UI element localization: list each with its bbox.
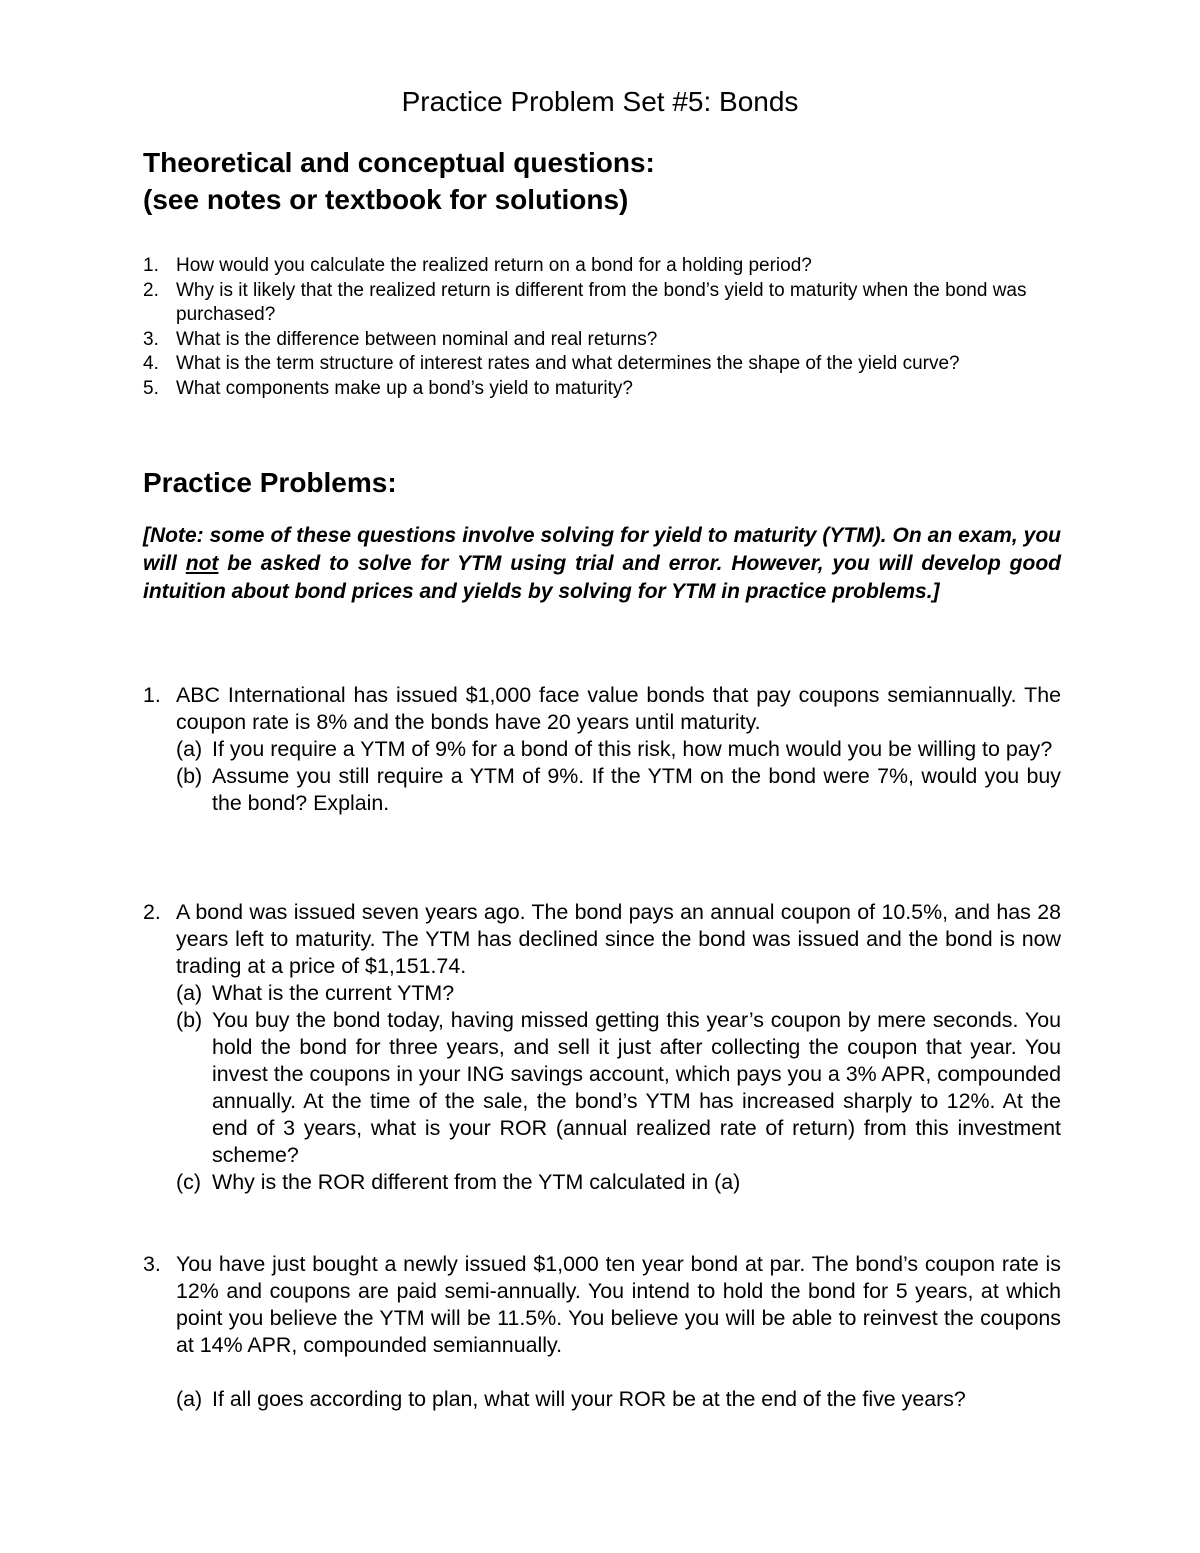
page-title: Practice Problem Set #5: Bonds <box>401 86 799 117</box>
theory-question <box>143 328 1073 353</box>
practice-heading: Practice Problems: <box>143 467 397 498</box>
theory-heading-line1: Theoretical and conceptual questions: <box>143 147 655 178</box>
subpart-text: Why is the ROR different from the YTM calculated in (a) <box>212 1170 741 1194</box>
note-underlined-word: not <box>185 552 219 575</box>
problem-subpart <box>176 1007 1061 1169</box>
theory-question <box>143 377 1073 402</box>
subpart-label: (a) <box>176 737 203 761</box>
question-text: Why is it likely that the realized return is different from the bond’s yield to maturity when the bond was purchased? <box>176 279 1027 326</box>
question-number: 4. <box>143 353 159 375</box>
theory-question <box>143 279 1073 328</box>
problem-text: A bond was issued seven years ago. The bond pays an annual coupon of 10.5%, and has 28 years left to maturity. The YTM has declined since the bond was issued and the bond is now trading at a price of $1,151.74. <box>176 900 1061 978</box>
question-number: 1. <box>143 255 159 276</box>
problem-number: 2. <box>143 900 161 924</box>
subpart-label: (a) <box>176 1387 203 1411</box>
problem-subpart <box>176 736 1061 763</box>
question-number: 2. <box>143 279 159 301</box>
problem-subpart <box>176 1169 1061 1196</box>
practice-note <box>143 522 1061 606</box>
question-text: How would you calculate the realized return on a bond for a holding period? <box>176 255 812 276</box>
practice-problem-3 <box>143 1251 1061 1413</box>
problem-subpart <box>176 763 1061 817</box>
subpart-label: (b) <box>176 1008 203 1032</box>
subpart-text: You buy the bond today, having missed getting this year’s coupon by mere seconds. You hold the bond for three years, and sell it just after collecting the coupon that year. You invest the coupons in your ING savings account, which pays you a 3% APR, compounded annually. At the time of the sale, the bond’s YTM has increased sharply to 12%. At the end of 3 years, what is your ROR (annual realized rate of return) from this investment scheme? <box>212 1008 1061 1167</box>
subpart-text: Assume you still require a YTM of 9%. If the YTM on the bond were 7%, would you buy the bond? Explain. <box>212 764 1061 815</box>
subpart-label: (c) <box>176 1170 201 1194</box>
subpart-text: If you require a YTM of 9% for a bond of this risk, how much would you be willing to pay? <box>212 737 1053 761</box>
theory-question <box>143 254 1073 279</box>
theory-question <box>143 352 1073 377</box>
practice-problem-1 <box>143 682 1061 817</box>
question-text: What is the difference between nominal and real returns? <box>176 328 658 350</box>
problem-text: You have just bought a newly issued $1,000 ten year bond at par. The bond’s coupon rate is 12% and coupons are paid semi-annually. You intend to hold the bond for 5 years, at which point you believe the YTM will be 11.5%. You believe you will be able to reinvest the coupons at 14% APR, compounded semiannually. <box>176 1252 1061 1357</box>
theory-question-list <box>143 254 1073 402</box>
note-text-before: [Note: some of these questions involve solving for yield to maturity (YTM). On an exam, you will <box>143 524 1061 575</box>
question-number: 3. <box>143 328 159 350</box>
subpart-text: What is the current YTM? <box>212 981 455 1005</box>
problem-subpart <box>176 1386 1061 1413</box>
subpart-label: (a) <box>176 981 203 1005</box>
problem-number: 3. <box>143 1252 161 1276</box>
subpart-label: (b) <box>176 764 203 788</box>
practice-problem-2 <box>143 899 1061 1196</box>
problem-subpart <box>176 980 1061 1007</box>
question-text: What is the term structure of interest rates and what determines the shape of the yield curve? <box>176 353 960 375</box>
question-text: What components make up a bond’s yield to maturity? <box>176 377 633 399</box>
note-text-after: be asked to solve for YTM using trial and error. However, you will develop good intuition about bond prices and yields by solving for YTM in practice problems.] <box>143 552 1061 603</box>
problem-number: 1. <box>143 683 161 707</box>
problem-text: ABC International has issued $1,000 face value bonds that pay coupons semiannually. The coupon rate is 8% and the bonds have 20 years until maturity. <box>176 683 1061 734</box>
question-number: 5. <box>143 377 159 399</box>
theory-heading <box>143 144 655 218</box>
subpart-text: If all goes according to plan, what will your ROR be at the end of the five years? <box>212 1387 966 1411</box>
theory-heading-line2: (see notes or textbook for solutions) <box>143 184 629 215</box>
